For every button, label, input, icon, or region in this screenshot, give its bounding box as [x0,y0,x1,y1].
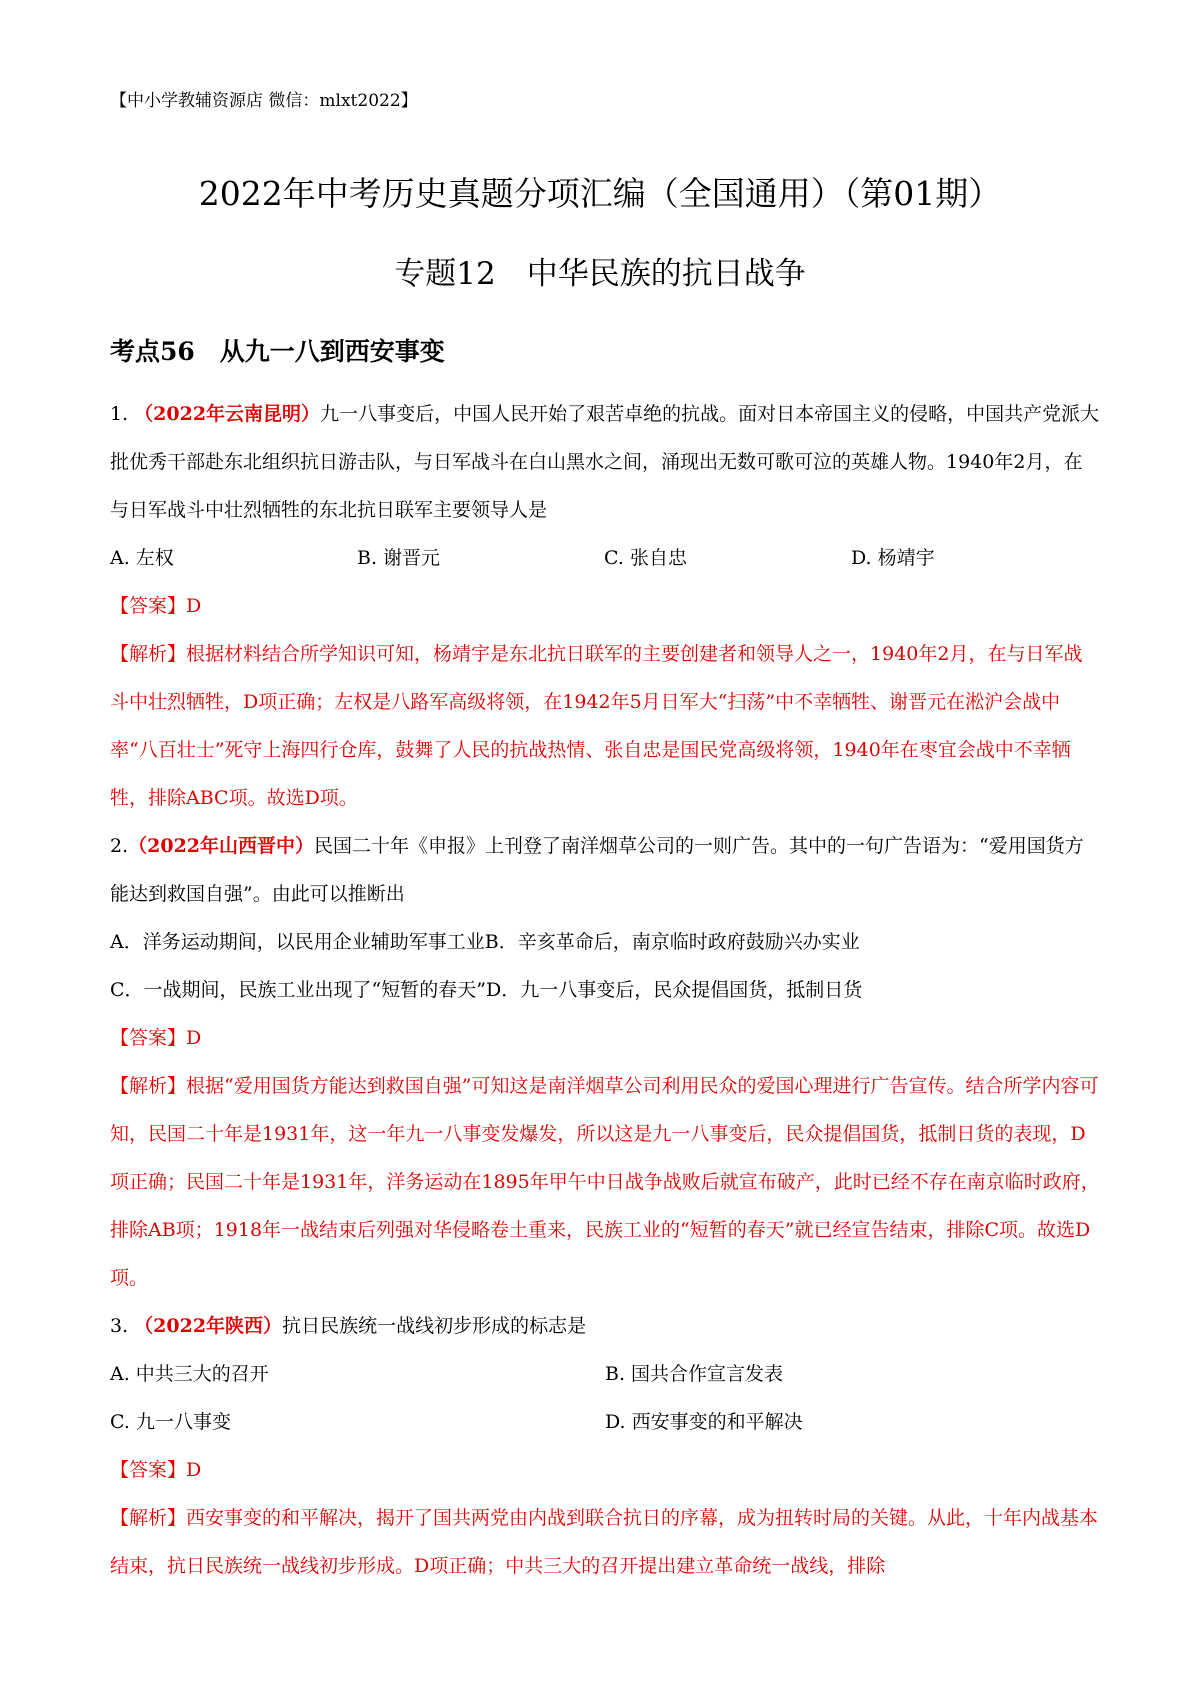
options [110,966,1100,1014]
analysis-tag: 【解析】 [110,1507,187,1529]
options [110,1398,1100,1446]
option-c: C. 张自忠 [604,547,687,569]
question-text: 民国二十年《申报》上刊登了南洋烟草公司的一则广告。其中的一句广告语为：“爱用国货方能达到救国自强”。由此可以推断出 [110,835,1084,905]
option-c: C．一战期间，民族工业出现了“短暂的春天” [110,979,486,1001]
document-body [110,332,1100,1590]
answer-tag: 【答案】 [110,1459,187,1481]
question-stem [110,1302,1100,1350]
question-source: （2022年山西晋中） [128,835,315,857]
option-d: D．九一八事变后，民众提倡国货，抵制日货 [485,979,863,1001]
answer-value: D [186,1027,202,1049]
question-stem [110,390,1100,534]
options [110,1350,1100,1398]
analysis [110,630,1100,822]
options [110,534,1100,582]
question-number: 3. [110,1315,135,1337]
analysis-text: 根据“爱用国货方能达到救国自强”可知这是南洋烟草公司利用民众的爱国心理进行广告宣传。结合所学内容可知，民国二十年是1931年，这一年九一八事变发爆发，所以这是九一八事变后，民众提倡国货，抵制日货的表现，D项正确；民国二十年是1931年，洋务运动在1895年甲午中日战争战败后就宣布破产，此时已经不存在南京临时政府，排除AB项；1918年一战结束后列强对华侵略卷土重来，民族工业的“短暂的春天”就已经宣告结束，排除C项。故选D项。 [110,1075,1100,1289]
analysis-text: 西安事变的和平解决，揭开了国共两党由内战到联合抗日的序幕，成为扭转时局的关键。从此，十年内战基本结束，抗日民族统一战线初步形成。D项正确；中共三大的召开提出建立革命统一战线，排除 [110,1507,1099,1577]
question-source: （2022年陕西） [134,1315,283,1337]
answer [110,1014,1100,1062]
option-a: A．洋务运动期间，以民用企业辅助军事工业 [110,931,485,953]
analysis-tag: 【解析】 [110,643,187,665]
answer [110,1446,1100,1494]
question-text: 九一八事变后，中国人民开始了艰苦卓绝的抗战。面对日本帝国主义的侵略，中国共产党派大批优秀干部赴东北组织抗日游击队，与日军战斗在白山黑水之间，涌现出无数可歌可泣的英雄人物。1940年2月，在与日军战斗中壮烈牺牲的东北抗日联军主要领导人是 [110,403,1100,521]
header-note: 【中小学教辅资源店 微信：mlxt2022】 [110,91,418,111]
option-d: D. 杨靖宇 [851,547,935,569]
option-c: C. 九一八事变 [110,1411,231,1433]
question-2 [110,822,1100,1302]
question-stem [110,822,1100,918]
option-b: B．辛亥革命后，南京临时政府鼓励兴办实业 [484,931,860,953]
question-number: 2. [110,835,129,857]
answer [110,582,1100,630]
analysis [110,1494,1100,1590]
document-title: 2022年中考历史真题分项汇编（全国通用）（第01期） [198,174,1002,213]
option-a: A. 中共三大的召开 [110,1363,269,1385]
answer-value: D [186,595,202,617]
analysis-text: 根据材料结合所学知识可知，杨靖宇是东北抗日联军的主要创建者和领导人之一，1940年2月，在与日军战斗中壮烈牺牲，D项正确；左权是八路军高级将领，在1942年5月日军大“扫荡”中不幸牺牲、谢晋元在淞沪会战中率“八百壮士”死守上海四行仓库，鼓舞了人民的抗战热情、张自忠是国民党高级将领，1940年在枣宜会战中不幸牺牲，排除ABC项。故选D项。 [110,643,1083,809]
analysis [110,1062,1100,1302]
answer-tag: 【答案】 [110,1027,187,1049]
question-3 [110,1302,1100,1590]
option-b: B. 国共合作宣言发表 [605,1363,784,1385]
question-source: （2022年云南昆明） [134,403,321,425]
document-subtitle: 专题12 中华民族的抗日战争 [394,256,806,292]
analysis-tag: 【解析】 [110,1075,187,1097]
option-a: A. 左权 [110,547,174,569]
options [110,918,1100,966]
answer-tag: 【答案】 [110,595,187,617]
question-1 [110,390,1100,822]
question-number: 1. [110,403,135,425]
option-d: D. 西安事变的和平解决 [605,1411,803,1433]
question-text: 抗日民族统一战线初步形成的标志是 [282,1315,587,1337]
option-b: B. 谢晋元 [357,547,441,569]
section-heading: 考点56 从九一八到西安事变 [110,337,445,366]
answer-value: D [186,1459,202,1481]
